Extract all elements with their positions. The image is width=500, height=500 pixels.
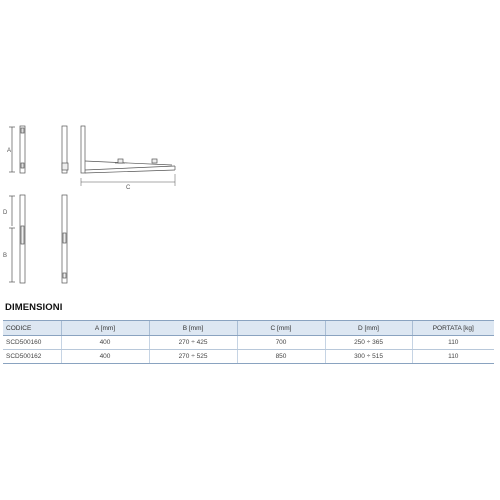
header-d: D [mm]	[325, 321, 412, 336]
dim-label-a: A	[7, 148, 12, 154]
cell-d: 300 ÷ 515	[325, 350, 412, 364]
cell-c: 700	[237, 336, 325, 350]
dim-label-b: B	[3, 253, 8, 259]
cell-d: 250 ÷ 365	[325, 336, 412, 350]
side-view-arm	[81, 126, 175, 186]
front-view-lower	[9, 195, 67, 283]
table-header-row	[3, 321, 494, 336]
cell-b: 270 ÷ 525	[149, 350, 237, 364]
header-portata: PORTATA [kg]	[412, 321, 494, 336]
cell-portata: 110	[412, 350, 494, 364]
table-row	[3, 336, 494, 350]
cell-codice: SCD500160	[3, 336, 61, 350]
cell-a: 400	[61, 350, 149, 364]
table-row	[3, 350, 494, 364]
dimensions-table	[3, 320, 494, 364]
dim-label-d: D	[3, 210, 8, 216]
cell-portata: 110	[412, 336, 494, 350]
header-a: A [mm]	[61, 321, 149, 336]
section-title: DIMENSIONI	[5, 302, 63, 313]
header-c: C [mm]	[237, 321, 325, 336]
cell-a: 400	[61, 336, 149, 350]
dim-label-c: C	[126, 185, 131, 191]
cell-codice: SCD500162	[3, 350, 61, 364]
cell-b: 270 ÷ 425	[149, 336, 237, 350]
front-view-upper	[9, 126, 68, 173]
header-codice: CODICE	[3, 321, 61, 336]
header-b: B [mm]	[149, 321, 237, 336]
cell-c: 850	[237, 350, 325, 364]
